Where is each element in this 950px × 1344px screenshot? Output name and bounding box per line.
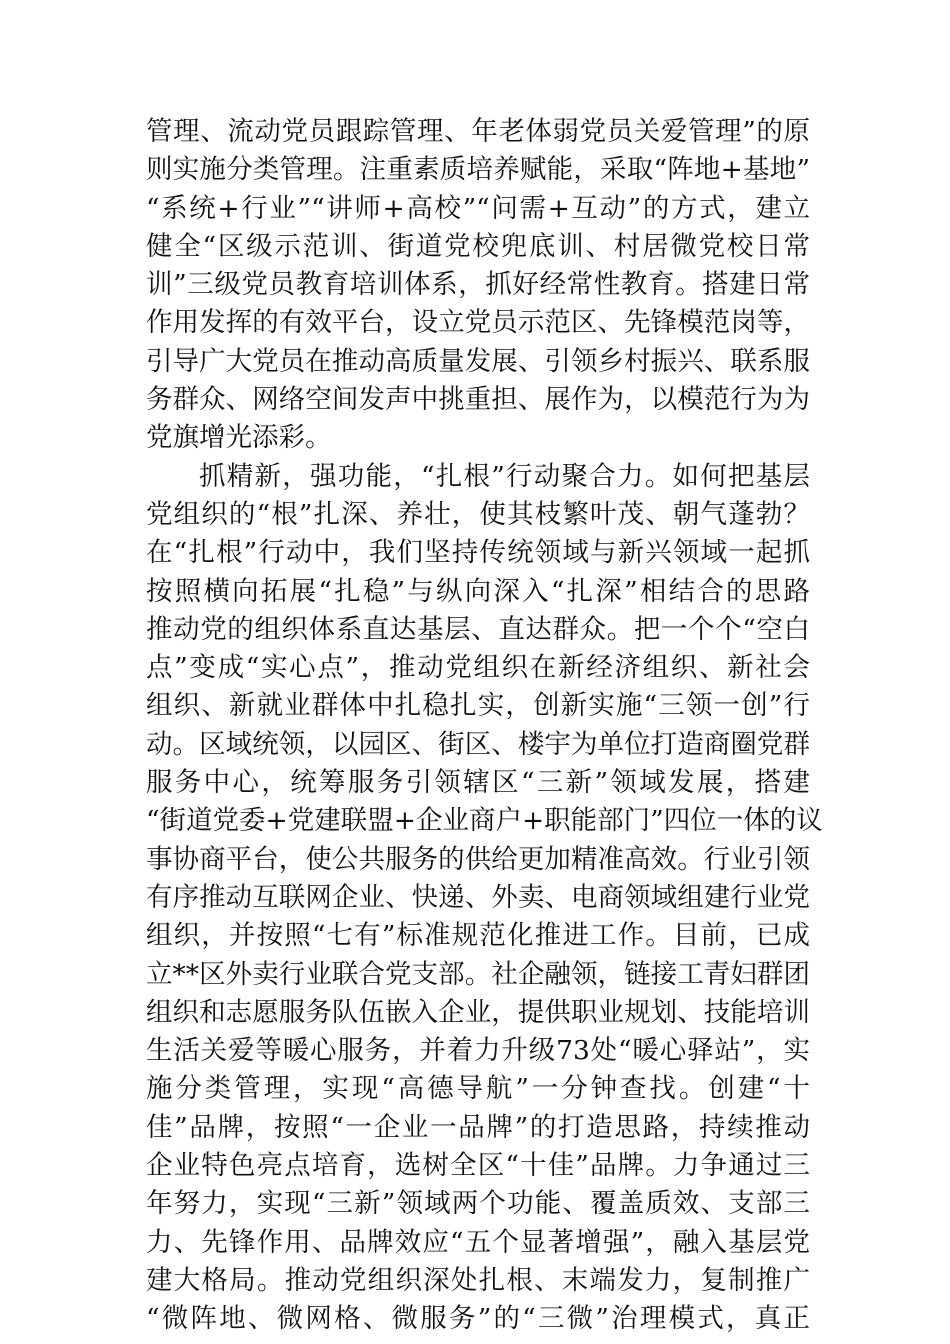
text-line: 推动党的组织体系直达基层、直达群众。把一个个“空白: [146, 613, 810, 645]
text-line: “微阵地、微网格、微服务”的“三微”治理模式，真正: [146, 1303, 810, 1335]
text-line: 企业特色亮点培育，选树全区“十佳”品牌。力争通过三: [146, 1150, 810, 1182]
text-line: 有序推动互联网企业、快递、外卖、电商领域组建行业党: [146, 881, 810, 913]
text-line: 健全“区级示范训、街道党校兜底训、村居微党校日常: [146, 230, 810, 262]
text-line: 服务中心，统筹服务引领辖区“三新”领域发展，搭建: [146, 767, 810, 799]
text-line: 党旗增光添彩。: [146, 422, 332, 454]
text-line: 引导广大党员在推动高质量发展、引领乡村振兴、联系服: [146, 345, 810, 377]
text-line: 管理、流动党员跟踪管理、年老体弱党员关爱管理”的原: [146, 116, 810, 147]
text-line: 事协商平台，使公共服务的供给更加精准高效。行业引领: [146, 843, 810, 875]
paragraph-2: [146, 458, 823, 1339]
text-line: “街道党委+党建联盟+企业商户+职能部门”四位一体的议: [146, 805, 823, 837]
text-line: “系统+行业”“讲师+高校”“问需+互动”的方式，建立: [146, 192, 810, 224]
text-line: 在“扎根”行动中，我们坚持传统领域与新兴领域一起抓: [146, 537, 810, 569]
text-line: 施分类管理，实现“高德导航”一分钟查找。创建“十: [146, 1073, 810, 1105]
text-line: 点”变成“实心点”，推动党组织在新经济组织、新社会: [146, 652, 810, 684]
text-line: 组织，并按照“七有”标准规范化推进工作。目前，已成: [146, 920, 810, 952]
text-line: 党组织的“根”扎深、养壮，使其枝繁叶茂、朝气蓬勃？: [146, 498, 810, 530]
document-body: [146, 113, 823, 1339]
text-line: 作用发挥的有效平台，设立党员示范区、先锋模范岗等，: [146, 307, 810, 339]
text-line: 组织和志愿服务队伍嵌入企业，提供职业规划、技能培训: [146, 996, 810, 1028]
text-line: 抓精新，强功能，“扎根”行动聚合力。如何把基层: [199, 460, 810, 492]
paragraph-1: [146, 113, 810, 458]
text-line: 则实施分类管理。注重素质培养赋能，采取“阵地+基地”: [146, 154, 810, 186]
text-line: 年努力，实现“三新”领域两个功能、覆盖质效、支部三: [146, 1188, 810, 1220]
text-line: 训”三级党员教育培训体系，抓好经常性教育。搭建日常: [146, 269, 810, 301]
text-line: 佳”品牌，按照“一企业一品牌”的打造思路，持续推动: [146, 1111, 810, 1143]
text-line: 动。区域统领，以园区、街区、楼宇为单位打造商圈党群: [146, 728, 810, 760]
text-line: 按照横向拓展“扎稳”与纵向深入“扎深”相结合的思路: [146, 575, 810, 607]
text-line: 生活关爱等暖心服务，并着力升级73处“暖心驿站”，实: [146, 1035, 810, 1067]
text-line: 务群众、网络空间发声中挑重担、展作为，以模范行为为: [146, 384, 810, 416]
text-line: 力、先锋作用、品牌效应“五个显著增强”，融入基层党: [146, 1226, 810, 1258]
text-line: 立**区外卖行业联合党支部。社企融领，链接工青妇群团: [146, 958, 810, 990]
text-line: 组织、新就业群体中扎稳扎实，创新实施“三领一创”行: [146, 690, 810, 722]
text-line: 建大格局。推动党组织深处扎根、末端发力，复制推广: [146, 1264, 810, 1296]
